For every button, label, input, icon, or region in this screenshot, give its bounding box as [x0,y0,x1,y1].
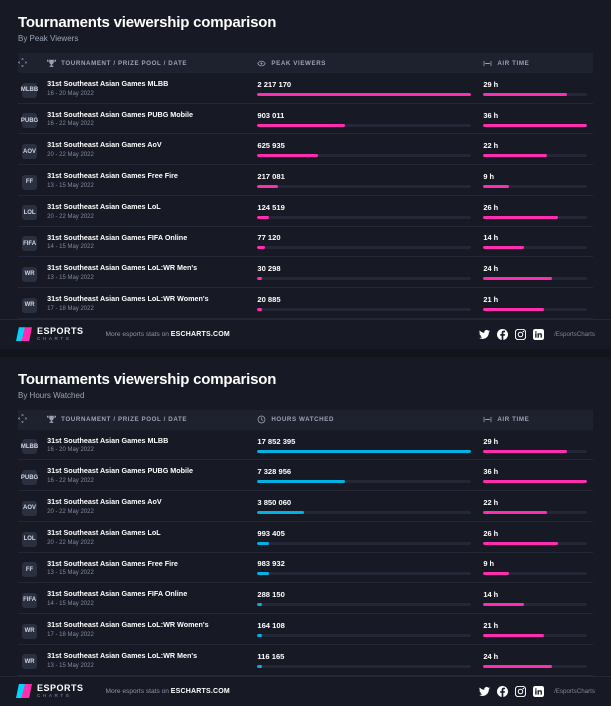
game-icon: AOV [22,501,37,516]
tournament-name: 31st Southeast Asian Games AoV [47,497,162,507]
tournament-date: 16 - 20 May 2022 [47,90,94,97]
value-number: 625 935 [257,141,285,151]
game-icon: LOL [22,205,37,220]
airtime-bar-track [483,480,587,483]
game-icon-cell [18,644,41,675]
airtime-bar-fill [483,542,558,545]
trophy-icon [47,59,56,68]
airtime-bar-track [483,450,587,453]
airtime-cell [477,521,593,552]
table-row[interactable] [18,644,593,675]
footer-handle: /EsportsCharts [554,687,595,695]
airtime-icon [483,59,492,68]
value-number: 993 405 [257,528,285,538]
panel-subtitle: By Peak Viewers [18,34,79,43]
airtime-value: 9 h [483,172,495,182]
airtime-bar-track [483,572,587,575]
tournament-name: 31st Southeast Asian Games LoL [47,201,161,211]
panel-subtitle: By Hours Watched [18,390,85,400]
airtime-bar-fill [483,511,546,514]
tournament-date: 16 - 22 May 2022 [47,478,94,485]
game-icon-cell [18,460,41,491]
tournament-date: 13 - 15 May 2022 [47,570,94,577]
value-bar-fill [257,572,269,575]
airtime-value: 26 h [483,202,499,212]
value-cell [251,521,477,552]
tournament-name: 31st Southeast Asian Games AoV [47,140,162,150]
value-cell [251,491,477,522]
game-icon-cell [18,491,41,522]
airtime-column-header[interactable] [477,53,593,73]
airtime-value: 26 h [483,528,499,538]
logo-mark-icon [16,684,32,698]
game-icon-cell [18,552,41,583]
tournament-name: 31st Southeast Asian Games LoL:WR Women's [47,620,209,630]
airtime-value: 14 h [483,233,499,243]
twitter-icon[interactable] [479,686,490,697]
tournament-name: 31st Southeast Asian Games LoL [47,527,161,537]
game-icon: WR [22,298,37,313]
airtime-column-label: AIR TIME [497,416,530,424]
airtime-bar-track [483,277,587,280]
airtime-cell [477,134,593,165]
table-row[interactable] [18,226,593,257]
footer-text [106,331,230,338]
table-row[interactable] [18,491,593,522]
value-bar-track [257,480,471,483]
airtime-value: 24 h [483,651,499,661]
game-icon: FIFA [22,593,37,608]
value-number: 164 108 [257,620,285,630]
tournament-name: 31st Southeast Asian Games FIFA Online [47,232,188,242]
drag-handle-icon[interactable] [18,414,27,423]
airtime-bar-track [483,665,587,668]
value-number: 116 165 [257,651,285,661]
tournament-column-label: TOURNAMENT / PRIZE POOL / DATE [61,416,188,424]
footer-text [106,688,230,695]
game-icon: FF [22,562,37,577]
airtime-bar-fill [483,154,546,157]
value-bar-fill [257,511,303,514]
airtime-bar-track [483,603,587,606]
tournament-cell[interactable] [41,226,251,257]
eye-icon [257,59,266,68]
tournament-cell[interactable] [41,552,251,583]
value-cell [251,165,477,196]
airtime-bar-fill [483,308,543,311]
game-icon-cell [18,583,41,614]
airtime-bar-fill [483,246,523,249]
game-icon-cell [18,614,41,645]
tournament-date: 16 - 22 May 2022 [47,121,94,128]
value-number: 217 081 [257,172,285,182]
airtime-value: 24 h [483,264,499,274]
panel-footer-1 [0,676,611,706]
tournament-date: 14 - 15 May 2022 [47,244,94,251]
game-icon: LOL [22,532,37,547]
airtime-cell [477,195,593,226]
table-row[interactable] [18,73,593,103]
tournament-name: 31st Southeast Asian Games Free Fire [47,171,178,181]
airtime-bar-fill [483,93,566,96]
game-icon-cell [18,195,41,226]
tournament-name: 31st Southeast Asian Games MLBB [47,79,169,88]
value-number: 983 932 [257,559,285,569]
drag-handle-icon[interactable] [18,58,27,67]
comparison-table [18,410,593,676]
tournament-date: 20 - 22 May 2022 [47,152,94,159]
drag-column-header[interactable] [18,53,41,73]
airtime-bar-fill [483,450,566,453]
value-bar-track [257,572,471,575]
game-icon: AOV [22,144,37,159]
table-row[interactable] [18,165,593,196]
airtime-column-label: AIR TIME [497,59,530,67]
airtime-bar-fill [483,665,552,668]
value-cell [251,430,477,460]
tournament-column-header[interactable] [41,53,251,73]
twitter-icon[interactable] [479,329,490,340]
table-row[interactable] [18,521,593,552]
tournament-name: 31st Southeast Asian Games PUBG Mobile [47,466,194,476]
drag-column-header[interactable] [18,410,41,430]
comparison-table [18,53,593,319]
game-icon: WR [22,267,37,282]
airtime-bar-track [483,216,587,219]
linkedin-icon[interactable] [533,686,544,697]
panel-divider [0,349,611,357]
value-cell [251,552,477,583]
game-icon-cell [18,165,41,196]
tournament-cell[interactable] [41,460,251,491]
value-bar-fill [257,450,471,453]
tournament-date: 16 - 20 May 2022 [47,447,94,454]
footer-site-link[interactable]: ESCHARTS.COM [170,330,230,338]
linkedin-icon[interactable] [533,329,544,340]
value-number: 124 519 [257,202,285,212]
value-cell [251,73,477,103]
airtime-bar-fill [483,216,558,219]
value-cell [251,614,477,645]
tournament-cell[interactable] [41,165,251,196]
game-icon-cell [18,430,41,460]
value-bar-track [257,124,471,127]
airtime-cell [477,226,593,257]
value-cell [251,134,477,165]
value-bar-track [257,634,471,637]
value-bar-fill [257,308,261,311]
airtime-cell [477,257,593,288]
tournament-cell[interactable] [41,521,251,552]
value-bar-fill [257,480,345,483]
table-row[interactable] [18,134,593,165]
airtime-value: 14 h [483,590,499,600]
value-number: 288 150 [257,590,285,600]
value-number: 77 120 [257,233,281,243]
airtime-cell [477,583,593,614]
airtime-bar-fill [483,603,523,606]
airtime-bar-track [483,634,587,637]
airtime-value: 22 h [483,498,499,508]
airtime-cell [477,552,593,583]
value-cell [251,460,477,491]
page-title: Tournaments viewership comparison [18,370,277,388]
table-row[interactable] [18,195,593,226]
facebook-icon[interactable] [497,686,508,697]
tournament-date: 17 - 18 May 2022 [47,305,94,312]
airtime-cell [477,460,593,491]
tournament-name: 31st Southeast Asian Games FIFA Online [47,589,188,599]
tournament-date: 20 - 22 May 2022 [47,508,94,515]
airtime-value: 21 h [483,294,499,304]
tournament-cell[interactable] [41,614,251,645]
game-icon-cell [18,134,41,165]
value-bar-track [257,542,471,545]
footer-text-label: More esports stats on [105,330,169,338]
value-bar-fill [257,665,261,668]
value-cell [251,103,477,134]
value-cell [251,257,477,288]
airtime-bar-fill [483,124,587,127]
game-icon: FF [22,175,37,190]
value-bar-fill [257,124,344,127]
table-row[interactable] [18,614,593,645]
game-icon-cell [18,288,41,319]
airtime-cell [477,288,593,319]
value-bar-track [257,246,471,249]
airtime-value: 36 h [483,110,499,120]
tournament-date: 14 - 15 May 2022 [47,601,94,608]
value-bar-fill [257,277,261,280]
game-icon-cell [18,521,41,552]
airtime-value: 21 h [483,620,499,630]
value-cell [251,195,477,226]
airtime-cell [477,165,593,196]
airtime-bar-track [483,93,587,96]
airtime-bar-track [483,542,587,545]
logo-mark-icon [16,327,32,341]
value-bar-track [257,308,471,311]
tournament-column-header[interactable] [41,410,251,430]
value-bar-fill [257,603,261,606]
airtime-bar-track [483,308,587,311]
tournament-date: 17 - 18 May 2022 [47,631,94,638]
trophy-icon [47,415,56,424]
airtime-bar-fill [483,185,509,188]
airtime-cell [477,73,593,103]
value-number: 17 852 395 [257,436,296,446]
airtime-bar-fill [483,572,509,575]
tournament-date: 13 - 15 May 2022 [47,182,94,189]
tournament-name: 31st Southeast Asian Games LoL:WR Men's [47,650,198,660]
game-icon-cell [18,73,41,103]
airtime-bar-track [483,154,587,157]
airtime-bar-fill [483,277,552,280]
airtime-icon [483,415,492,424]
tournament-cell[interactable] [41,430,251,460]
facebook-icon[interactable] [497,329,508,340]
table-row[interactable] [18,288,593,319]
airtime-bar-track [483,511,587,514]
value-bar-fill [257,185,278,188]
value-bar-track [257,154,471,157]
tournament-name: 31st Southeast Asian Games PUBG Mobile [47,109,194,119]
game-icon: FIFA [22,236,37,251]
game-icon-cell [18,103,41,134]
value-bar-fill [257,93,471,96]
airtime-bar-track [483,246,587,249]
airtime-value: 22 h [483,141,499,151]
airtime-bar-track [483,185,587,188]
logo-line1: ESPORTS [37,325,84,336]
game-icon-cell [18,257,41,288]
airtime-value: 9 h [483,559,495,569]
clock-icon [257,415,266,424]
footer-socials [479,329,595,340]
value-cell [251,583,477,614]
instagram-icon[interactable] [515,329,526,340]
page-title: Tournaments viewership comparison [18,14,277,31]
game-icon: PUBG [22,470,37,485]
value-bar-fill [257,542,269,545]
footer-text-label: More esports stats on [105,687,169,695]
value-bar-fill [257,216,269,219]
airtime-cell [477,103,593,134]
table-row[interactable] [18,430,593,460]
tournament-name: 31st Southeast Asian Games MLBB [47,435,169,445]
airtime-cell [477,491,593,522]
tournament-column-label: TOURNAMENT / PRIZE POOL / DATE [61,59,188,67]
tournament-name: 31st Southeast Asian Games LoL:WR Women's [47,294,209,304]
airtime-bar-fill [483,480,587,483]
value-number: 2 217 170 [257,79,292,89]
airtime-value: 29 h [483,436,499,446]
value-cell [251,644,477,675]
airtime-cell [477,644,593,675]
tournament-date: 13 - 15 May 2022 [47,275,94,282]
esports-charts-logo[interactable] [16,327,84,342]
game-icon: WR [22,654,37,669]
panel-footer-0 [0,319,611,349]
esports-charts-logo[interactable] [16,684,84,699]
value-bar-track [257,511,471,514]
tournament-cell[interactable] [41,491,251,522]
value-number: 20 885 [257,294,281,304]
value-number: 30 298 [257,264,281,274]
tournament-cell[interactable] [41,134,251,165]
value-bar-track [257,450,471,453]
tournament-cell[interactable] [41,103,251,134]
table-row[interactable] [18,460,593,491]
value-cell [251,288,477,319]
tournament-cell[interactable] [41,257,251,288]
logo-line1: ESPORTS [37,682,84,693]
tournament-date: 20 - 22 May 2022 [47,539,94,546]
game-icon: WR [22,624,37,639]
game-icon: PUBG [22,113,37,128]
tournament-cell[interactable] [41,644,251,675]
footer-site-link[interactable]: ESCHARTS.COM [170,687,230,695]
value-bar-track [257,665,471,668]
tournament-cell[interactable] [41,288,251,319]
value-column-header[interactable] [251,410,477,430]
value-bar-track [257,216,471,219]
game-icon: MLBB [22,439,37,454]
instagram-icon[interactable] [515,686,526,697]
value-bar-fill [257,154,317,157]
footer-socials [479,686,595,697]
value-bar-track [257,603,471,606]
tournament-cell[interactable] [41,73,251,103]
airtime-bar-fill [483,634,543,637]
value-column-label: HOURS WATCHED [271,416,335,424]
value-cell [251,226,477,257]
table-row[interactable] [18,552,593,583]
value-column-label: PEAK VIEWERS [271,59,327,67]
game-icon: MLBB [22,83,37,98]
logo-line2: CHARTS [37,335,72,341]
airtime-cell [477,614,593,645]
game-icon-cell [18,226,41,257]
tournament-name: 31st Southeast Asian Games Free Fire [47,558,178,568]
value-number: 3 850 060 [257,498,292,508]
tournament-cell[interactable] [41,583,251,614]
value-column-header[interactable] [251,53,477,73]
airtime-column-header[interactable] [477,410,593,430]
value-number: 7 328 956 [257,467,292,477]
airtime-bar-track [483,124,587,127]
logo-line2: CHARTS [37,692,72,698]
tournament-date: 13 - 15 May 2022 [47,662,94,669]
airtime-value: 29 h [483,79,499,89]
value-bar-track [257,93,471,96]
table-row[interactable] [18,103,593,134]
value-bar-track [257,277,471,280]
viewership-panel-1 [0,357,611,706]
tournament-date: 20 - 22 May 2022 [47,213,94,220]
value-bar-fill [257,634,261,637]
footer-handle: /EsportsCharts [554,330,595,338]
tournament-cell[interactable] [41,195,251,226]
value-bar-track [257,185,471,188]
table-row[interactable] [18,583,593,614]
airtime-cell [477,430,593,460]
airtime-value: 36 h [483,467,499,477]
tournament-name: 31st Southeast Asian Games LoL:WR Men's [47,263,198,273]
value-bar-fill [257,246,264,249]
table-row[interactable] [18,257,593,288]
viewership-panel-0 [0,0,611,349]
value-number: 903 011 [257,110,285,120]
